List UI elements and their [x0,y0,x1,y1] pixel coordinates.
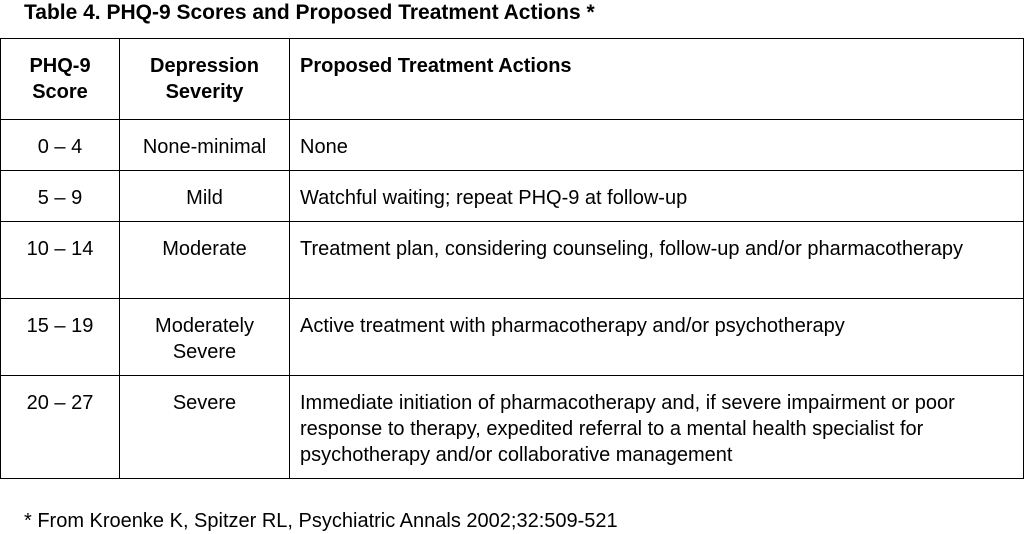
severity-cell: Moderate [120,222,290,299]
score-cell: 5 – 9 [1,171,120,222]
actions-cell: Immediate initiation of pharmacotherapy and, if severe impairment or poor response to therapy, expedited referral to a mental health specialist for psychotherapy and/or collaborative management [290,376,1024,479]
severity-cell: Severe [120,376,290,479]
score-cell: 20 – 27 [1,376,120,479]
score-cell: 0 – 4 [1,120,120,171]
severity-cell: Moderately Severe [120,299,290,376]
actions-cell: Watchful waiting; repeat PHQ-9 at follow-up [290,171,1024,222]
table-row [1,171,1024,222]
table-row [1,120,1024,171]
table-footnote: * From Kroenke K, Spitzer RL, Psychiatric Annals 2002;32:509-521 [24,510,618,532]
header-severity: Depression Severity [120,39,290,120]
score-cell: 15 – 19 [1,299,120,376]
score-cell: 10 – 14 [1,222,120,299]
severity-cell: Mild [120,171,290,222]
header-actions: Proposed Treatment Actions [290,39,1024,120]
actions-cell: None [290,120,1024,171]
phq9-table [0,38,1024,479]
table-row [1,376,1024,479]
actions-cell: Treatment plan, considering counseling, follow-up and/or pharmacotherapy [290,222,1024,299]
actions-cell: Active treatment with pharmacotherapy and/or psychotherapy [290,299,1024,376]
table-row [1,299,1024,376]
table-caption: Table 4. PHQ-9 Scores and Proposed Treatment Actions * [24,1,595,24]
severity-cell: None-minimal [120,120,290,171]
table-header-row [1,39,1024,120]
table-row [1,222,1024,299]
header-score: PHQ-9 Score [1,39,120,120]
